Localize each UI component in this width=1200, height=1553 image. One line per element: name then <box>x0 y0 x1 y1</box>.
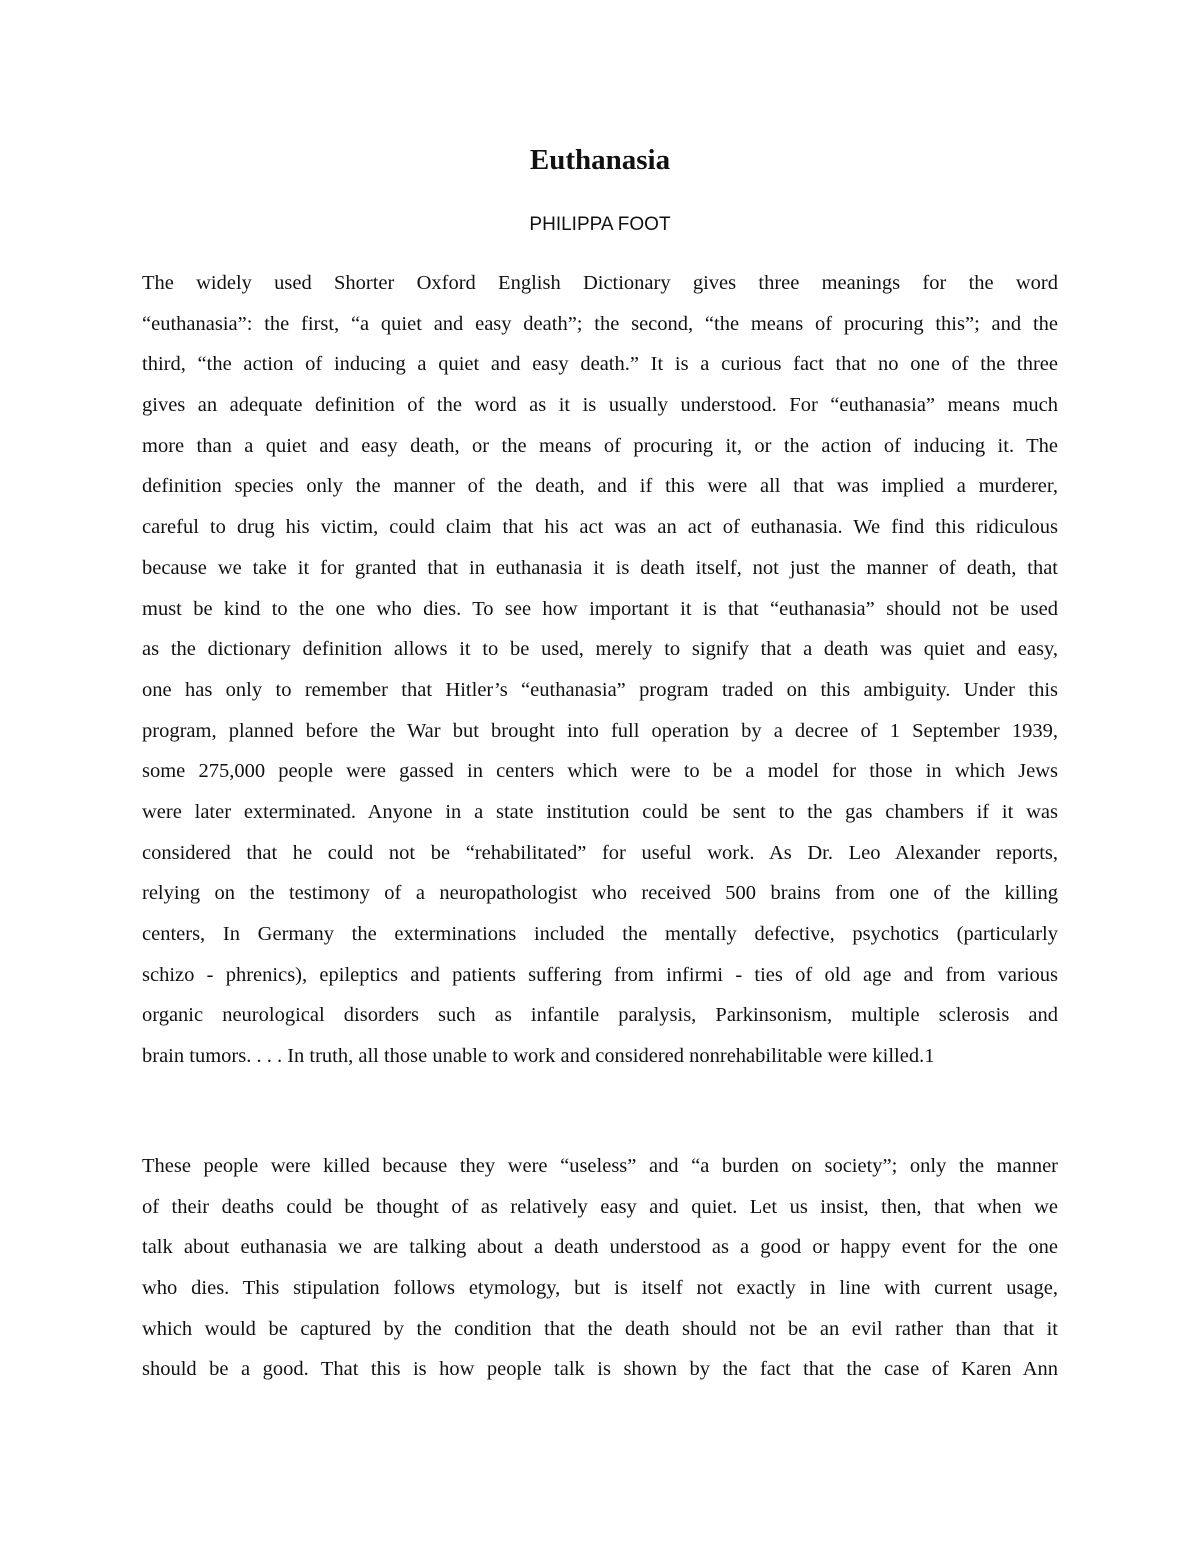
text-line: some 275,000 people were gassed in centers which were to be a model for those in which Jews <box>142 760 1058 783</box>
document-author: PHILIPPA FOOT <box>529 214 671 235</box>
text-line: program, planned before the War but brought into full operation by a decree of 1 September 1939, <box>142 719 1058 742</box>
text-line: definition species only the manner of the death, and if this were all that was implied a murderer, <box>142 475 1058 498</box>
document-title: Euthanasia <box>529 144 671 176</box>
text-line: “euthanasia”: the first, “a quiet and easy death”; the second, “the means of procuring this”; and the <box>142 312 1058 335</box>
text-line: of their deaths could be thought of as relatively easy and quiet. Let us insist, then, that when we <box>142 1195 1058 1218</box>
text-line: were later exterminated. Anyone in a state institution could be sent to the gas chambers if it was <box>142 800 1058 823</box>
text-line: because we take it for granted that in euthanasia it is death itself, not just the manner of death, that <box>142 556 1058 579</box>
text-line: These people were killed because they were “useless” and “a burden on society”; only the manner <box>142 1155 1058 1177</box>
text-line: schizo - phrenics), epileptics and patients suffering from infirmi - ties of old age and from various <box>142 963 1058 986</box>
text-line: relying on the testimony of a neuropathologist who received 500 brains from one of the killing <box>142 882 1058 905</box>
text-line: should be a good. That this is how people talk is shown by the fact that the case of Karen Ann <box>142 1358 1058 1381</box>
text-line: careful to drug his victim, could claim that his act was an act of euthanasia. We find this ridiculous <box>142 516 1058 539</box>
body-paragraph-2 <box>142 1146 1058 1390</box>
text-line: who dies. This stipulation follows etymology, but is itself not exactly in line with current usage, <box>142 1277 1058 1300</box>
text-line: The widely used Shorter Oxford English Dictionary gives three meanings for the word <box>142 272 1058 294</box>
text-line: gives an adequate definition of the word as it is usually understood. For “euthanasia” means much <box>142 394 1058 417</box>
text-line: one has only to remember that Hitler’s “euthanasia” program traded on this ambiguity. Under this <box>142 678 1058 701</box>
text-line: centers, In Germany the exterminations included the mentally defective, psychotics (particularly <box>142 923 1058 945</box>
text-line: brain tumors. . . . In truth, all those unable to work and considered nonrehabilitable were killed.1 <box>142 1045 935 1068</box>
text-line: talk about euthanasia we are talking about a death understood as a good or happy event for the one <box>142 1236 1058 1259</box>
body-paragraph-1 <box>142 263 1058 1077</box>
text-line: organic neurological disorders such as infantile paralysis, Parkinsonism, multiple sclerosis and <box>142 1004 1058 1027</box>
text-line: as the dictionary definition allows it to be used, merely to signify that a death was quiet and easy, <box>142 638 1058 661</box>
text-line: more than a quiet and easy death, or the means of procuring it, or the action of inducing it. The <box>142 434 1058 457</box>
text-line: third, “the action of inducing a quiet and easy death.” It is a curious fact that no one of the three <box>142 353 1058 376</box>
text-line: must be kind to the one who dies. To see how important it is that “euthanasia” should not be used <box>142 597 1058 620</box>
text-line: which would be captured by the condition that the death should not be an evil rather than that it <box>142 1317 1058 1340</box>
text-line: considered that he could not be “rehabilitated” for useful work. As Dr. Leo Alexander reports, <box>142 841 1058 864</box>
